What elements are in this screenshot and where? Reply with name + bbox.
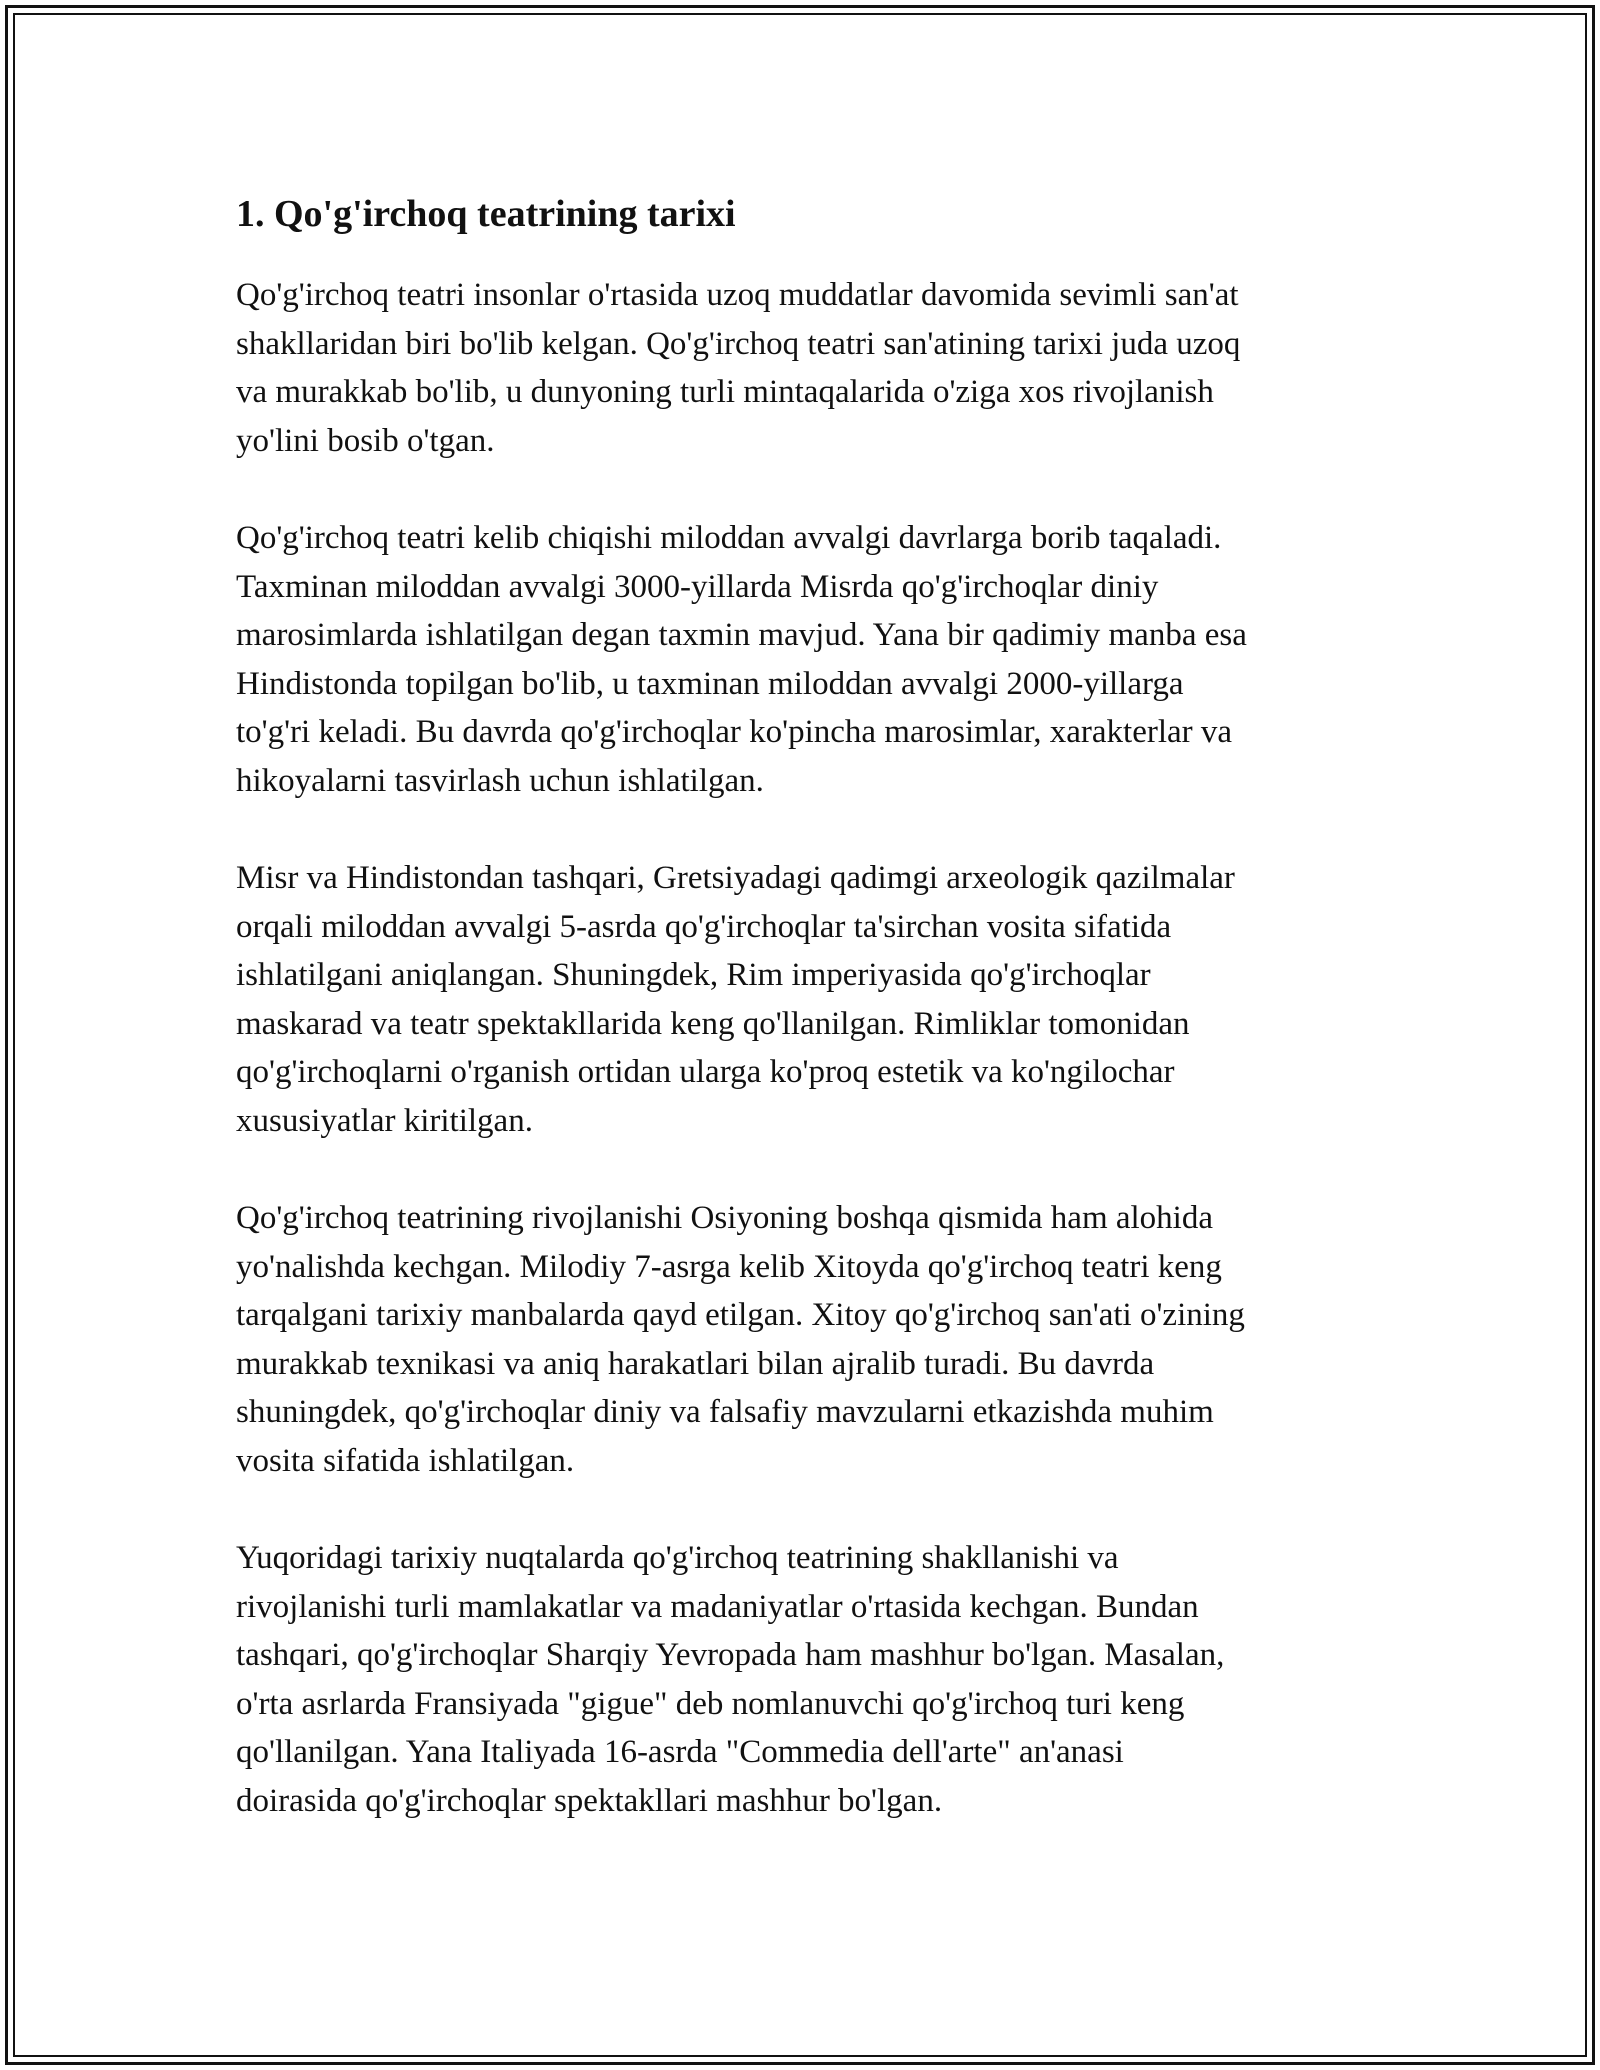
paragraph-1: Qo'g'irchoq teatri insonlar o'rtasida uzoq muddatlar davomida sevimli san'at shakllaridan biri bo'lib kelgan. Qo'g'irchoq teatri san'atining tarixi juda uzoq va murakkab bo'lib, u dunyoning turli mintaqalarida o'ziga xos rivojlanish yo'lini bosib o'tgan.	[236, 277, 1241, 459]
paragraph-5: Yuqoridagi tarixiy nuqtalarda qo'g'irchoq teatrining shakllanishi va rivojlanishi turli mamlakatlar va madaniyatlar o'rtasida kechgan. Bundan tashqari, qo'g'irchoqlar Sharqiy Yevropada ham mashhur bo'lgan. Masalan, o'rta asrlarda Fransiyada "gigue" deb nomlanuvchi qo'g'irchoq turi keng qo'llanilgan. Yana Italiyada 16-asrda "Commedia dell'arte" an'anasi doirasida qo'g'irchoqlar spektakllari mashhur bo'lgan.	[236, 1540, 1225, 1819]
document-body	[236, 186, 1386, 1874]
paragraph-3: Misr va Hindistondan tashqari, Gretsiyadagi qadimgi arxeologik qazilmalar orqali miloddan avvalgi 5-asrda qo'g'irchoqlar ta'sirchan vosita sifatida ishlatilgani aniqlangan. Shuningdek, Rim imperiyasida qo'g'irchoqlar maskarad va teatr spektakllarida keng qo'llanilgan. Rimliklar tomonidan qo'g'irchoqlarni o'rganish ortidan ularga ko'proq estetik va ko'ngilochar xususiyatlar kiritilgan.	[236, 860, 1235, 1139]
paragraph-4: Qo'g'irchoq teatrining rivojlanishi Osiyoning boshqa qismida ham alohida yo'nalishda kechgan. Milodiy 7-asrga kelib Xitoyda qo'g'irchoq teatri keng tarqalgani tarixiy manbalarda qayd etilgan. Xitoy qo'g'irchoq san'ati o'zining murakkab texnikasi va aniq harakatlari bilan ajralib turadi. Bu davrda shuningdek, qo'g'irchoqlar diniy va falsafiy mavzularni etkazishda muhim vosita sifatida ishlatilgan.	[236, 1200, 1245, 1479]
paragraph-2: Qo'g'irchoq teatri kelib chiqishi miloddan avvalgi davrlarga borib taqaladi. Taxminan miloddan avvalgi 3000-yillarda Misrda qo'g'irchoqlar diniy marosimlarda ishlatilgan degan taxmin mavjud. Yana bir qadimiy manba esa Hindistonda topilgan bo'lib, u taxminan miloddan avvalgi 2000-yillarga to'g'ri keladi. Bu davrda qo'g'irchoqlar ko'pincha marosimlar, xarakterlar va hikoyalarni tasvirlash uchun ishlatilgan.	[236, 520, 1247, 799]
section-title: 1. Qo'g'irchoq teatrining tarixi	[236, 193, 736, 235]
